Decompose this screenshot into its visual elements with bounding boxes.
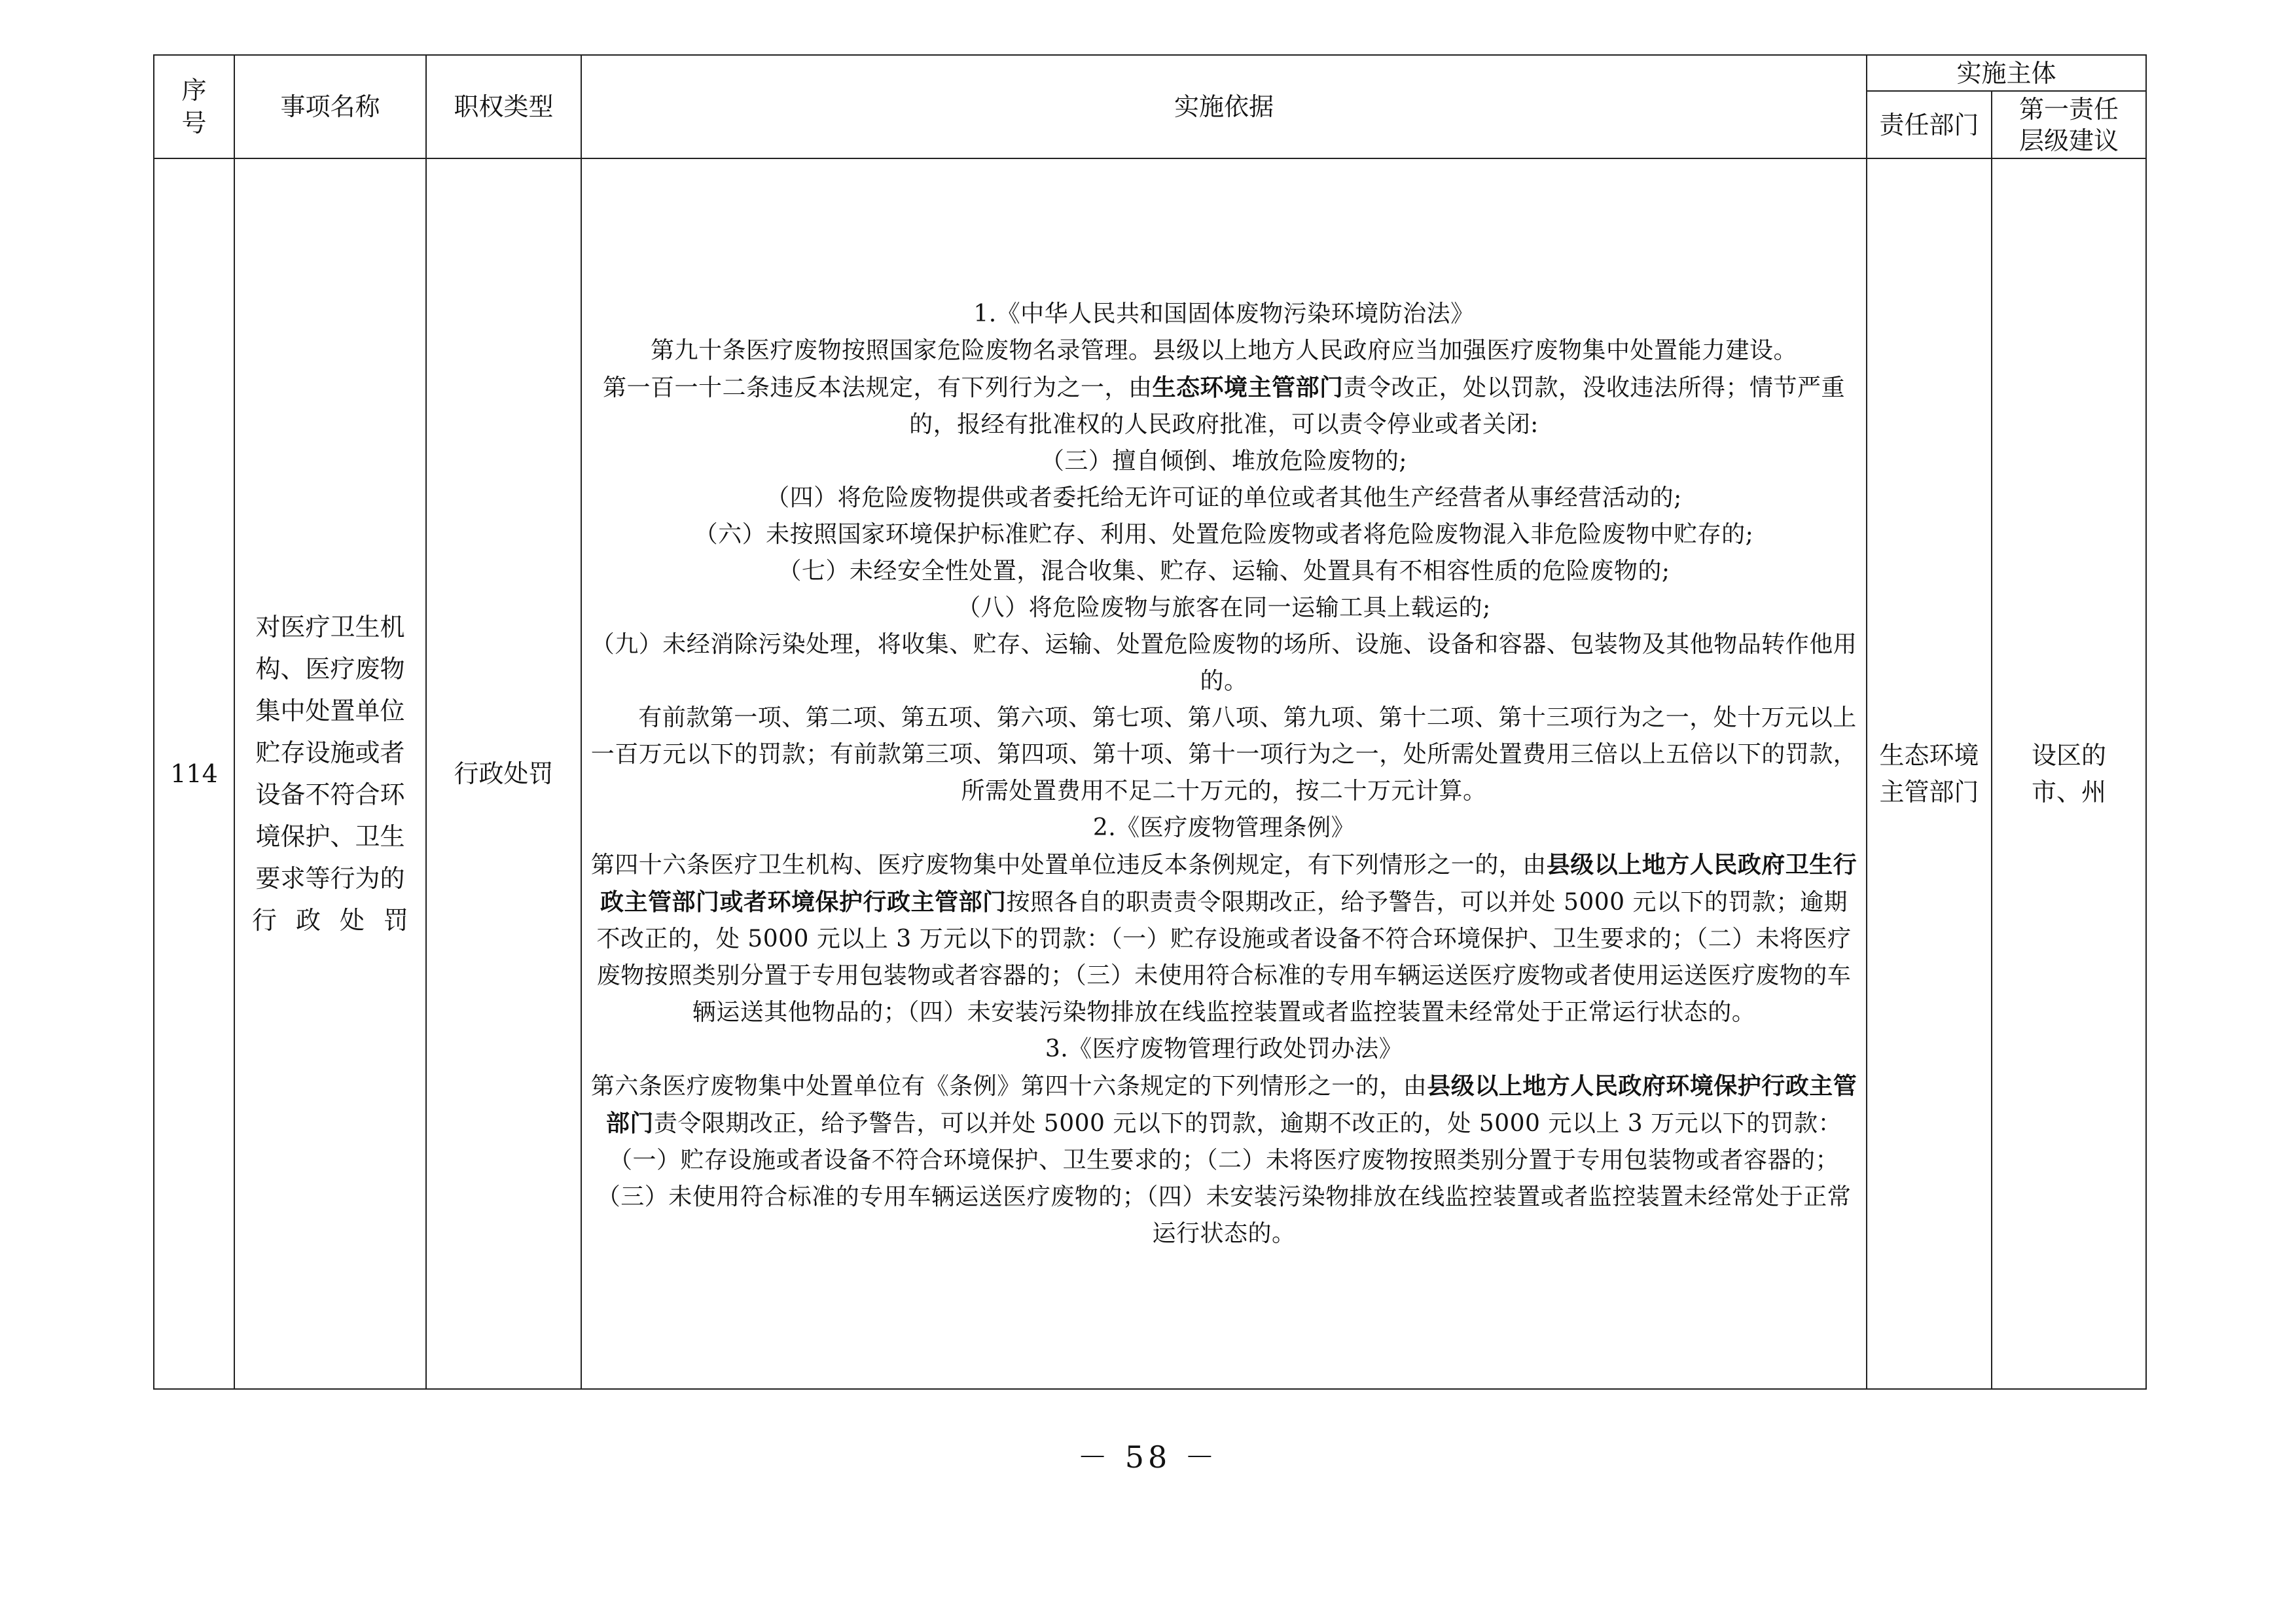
law1-item: （九）未经消除污染处理，将收集、贮存、运输、处置危险废物的场所、设施、设备和容器、包装物及其他物品转作他用的。 xyxy=(590,630,1857,695)
law1-article112 xyxy=(588,369,1859,443)
header-seq-bottom: 号 xyxy=(181,109,207,137)
law1-item: （三）擅自倾倒、堆放危险废物的; xyxy=(1040,447,1408,475)
row-basis xyxy=(581,158,1867,1389)
basis-text xyxy=(588,296,1859,1252)
header-item-name: 事项名称 xyxy=(234,55,426,158)
page-number: － 58 － xyxy=(1077,1439,1219,1475)
law1-title: 1.《中华人民共和国固体废物污染环境防治法》 xyxy=(973,300,1475,327)
header-level-line1: 第一责任 xyxy=(2019,94,2119,124)
law2-pre: 第四十六条医疗卫生机构、医疗废物集中处置单位违反本条例规定，有下列情形之一的，由 xyxy=(590,851,1547,878)
law2-title: 2.《医疗废物管理条例》 xyxy=(1092,814,1355,841)
header-level-line2: 层级建议 xyxy=(2019,126,2119,155)
law1-item: （四）将危险废物提供或者委托给无许可证的单位或者其他生产经营者从事经营活动的; xyxy=(766,484,1682,511)
row-seq: 114 xyxy=(154,158,234,1389)
law1-item: （六）未按照国家环境保护标准贮存、利用、处置危险废物或者将危险废物混入非危险废物中贮存的; xyxy=(694,520,1754,548)
law2-authority: 县级以上地方人民政府卫生行政主管部门或者环境保护行政主管部门 xyxy=(600,850,1857,916)
row-dept-line1: 生态环境 xyxy=(1879,741,1979,770)
row-dept xyxy=(1867,158,1992,1389)
law3-post: 责令限期改正，给予警告，可以并处 5000 元以下的罚款，逾期不改正的，处 5000 元以上 3 万元以下的罚款：（一）贮存设施或者设备不符合环境保护、卫生要求的；（二）未将医疗废物按照类别分置于专用包装物或者容器的；（三）未使用符合标准的专用车辆运送医疗废物的；（四）未安装污染物排放在线监控装置或者监控装置未经常处于正常运行状态的。 xyxy=(596,1110,1852,1247)
table-row xyxy=(154,158,2146,1389)
law3-pre: 第六条医疗废物集中处置单位有《条例》第四十六条规定的下列情形之一的，由 xyxy=(590,1072,1427,1100)
law1-article112-authority: 生态环境主管部门 xyxy=(1152,373,1344,401)
header-row xyxy=(154,55,2146,91)
row-power-type: 行政处罚 xyxy=(426,158,581,1389)
law1-article90: 第九十条医疗废物按照国家危险废物名录管理。县级以上地方人民政府应当加强医疗废物集中处置能力建设。 xyxy=(650,336,1797,364)
law1-item: （七）未经安全性处置，混合收集、贮存、运输、处置具有不相容性质的危险废物的; xyxy=(778,557,1670,585)
header-power-type: 职权类型 xyxy=(426,55,581,158)
law3-title: 3.《医疗废物管理行政处罚办法》 xyxy=(1045,1035,1403,1062)
authority-table xyxy=(153,54,2147,1390)
law3-authority: 县级以上地方人民政府环境保护行政主管部门 xyxy=(605,1072,1857,1137)
header-level xyxy=(1992,91,2146,158)
header-seq xyxy=(154,55,234,158)
law1-article112-post: 责令改正，处以罚款，没收违法所得；情节严重的，报经有批准权的人民政府批准，可以责令停业或者关闭: xyxy=(909,374,1846,438)
row-item-name: 对医疗卫生机构、医疗废物集中处置单位贮存设施或者设备不符合环境保护、卫生要求等行为的行政处罚 xyxy=(234,158,426,1389)
law2-post: 按照各自的职责责令限期改正，给予警告，可以并处 5000 元以下的罚款；逾期不改正的，处 5000 元以上 3 万元以下的罚款：（一）贮存设施或者设备不符合环境保护、卫生要求的；（二）未将医疗废物按照类别分置于专用包装物或者容器的；（三）未使用符合标准的专用车辆运送医疗废物或者使用运送医疗废物的车辆运送其他物品的；（四）未安装污染物排放在线监控装置或者监控装置未经常处于正常运行状态的。 xyxy=(596,888,1852,1026)
law3-article6 xyxy=(588,1068,1859,1252)
law1-item: （八）将危险废物与旅客在同一运输工具上载运的; xyxy=(957,594,1491,621)
law2-article46 xyxy=(588,846,1859,1031)
law1-penalty: 有前款第一项、第二项、第五项、第六项、第七项、第八项、第九项、第十二项、第十三项行为之一，处十万元以上一百万元以下的罚款；有前款第三项、第四项、第十项、第十一项行为之一，处所需处置费用三倍以上五倍以下的罚款，所需处置费用不足二十万元的，按二十万元计算。 xyxy=(590,704,1857,804)
header-dept: 责任部门 xyxy=(1867,91,1992,158)
row-dept-line2: 主管部门 xyxy=(1879,778,1979,806)
row-level-line1: 设区的 xyxy=(2032,741,2107,770)
header-basis: 实施依据 xyxy=(581,55,1867,158)
law1-article112-pre: 第一百一十二条违反本法规定，有下列行为之一，由 xyxy=(602,374,1153,401)
header-seq-top: 序 xyxy=(181,76,207,105)
row-level-line2: 市、州 xyxy=(2032,778,2107,806)
header-subject: 实施主体 xyxy=(1867,55,2146,91)
row-level xyxy=(1992,158,2146,1389)
